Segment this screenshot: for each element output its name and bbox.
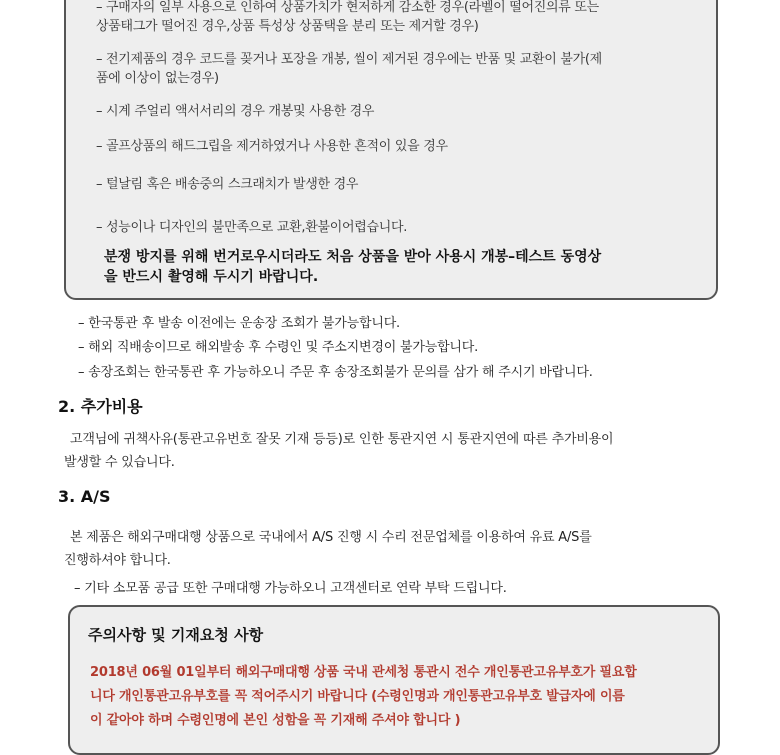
restriction-line-8: – 성능이나 디자인의 불만족으로 교환,환불이어렵습니다. — [96, 220, 408, 235]
restriction-line-6: – 골프상품의 해드그립을 제거하였거나 사용한 흔적이 있을 경우 — [96, 139, 448, 154]
shipping-note-1: – 한국통관 후 발송 이전에는 운송장 조회가 불가능합니다. — [78, 316, 400, 331]
extra-cost-line-1: 고객님에 귀책사유(통관고유번호 잘못 기재 등등)로 인한 통관지연 시 통관지연에 따른 추가비용이 — [70, 432, 614, 447]
dispute-notice-line-2: 을 반드시 촬영해 두시기 바랍니다. — [104, 269, 319, 285]
section-heading-extra-cost: 2. 추가비용 — [58, 397, 143, 416]
as-line-1: 본 제품은 해외구매대행 상품으로 국내에서 A/S 진행 시 수리 전문업체를 이용하여 유료 A/S를 — [70, 530, 592, 545]
restriction-line-7: – 털날림 혹은 배송중의 스크래치가 발생한 경우 — [96, 177, 359, 192]
as-line-2: 진행하셔야 합니다. — [64, 553, 171, 568]
restriction-line-1: – 구매자의 일부 사용으로 인하여 상품가치가 현저하게 감소한 경우(라벨이 떨어진의류 또는 — [96, 0, 599, 15]
restriction-line-2: 상품태그가 떨어진 경우,상품 특성상 상품택을 분리 또는 제거할 경우) — [96, 19, 479, 34]
as-note: – 기타 소모품 공급 또한 구매대행 가능하오니 고객센터로 연락 부탁 드립니다. — [74, 581, 507, 596]
restriction-line-3: – 전기제품의 경우 코드를 꽂거나 포장을 개봉, 씰이 제거된 경우에는 반품 및 교환이 불가(제 — [96, 52, 602, 67]
shipping-note-3: – 송장조회는 한국통관 후 가능하오니 주문 후 송장조회불가 문의를 삼가 해 주시기 바랍니다. — [78, 365, 593, 380]
extra-cost-line-2: 발생할 수 있습니다. — [64, 455, 175, 470]
section-heading-as: 3. A/S — [58, 487, 111, 506]
notice-line-2: 니다 개인통관고유부호를 꼭 적어주시기 바랍니다 (수령인명과 개인통관고유부호 발급자에 이름 — [90, 689, 625, 704]
notice-line-1: 2018년 06월 01일부터 해외구매대행 상품 국내 관세청 통관시 전수 개인통관고유부호가 필요합 — [90, 665, 637, 680]
notice-line-3: 이 같아야 하며 수령인명에 본인 성함을 꼭 기재해 주셔야 합니다 ) — [90, 713, 461, 728]
restriction-line-4: 품에 이상이 없는경우) — [96, 71, 219, 86]
dispute-notice-line-1: 분쟁 방지를 위해 번거로우시더라도 처음 상품을 받아 사용시 개봉–테스트 동영상 — [104, 249, 602, 265]
shipping-note-2: – 해외 직배송이므로 해외발송 후 수령인 및 주소지변경이 불가능합니다. — [78, 340, 479, 355]
restriction-line-5: – 시계 주얼리 액서서리의 경우 개봉및 사용한 경우 — [96, 104, 375, 119]
notice-title: 주의사항 및 기재요청 사항 — [88, 626, 264, 644]
